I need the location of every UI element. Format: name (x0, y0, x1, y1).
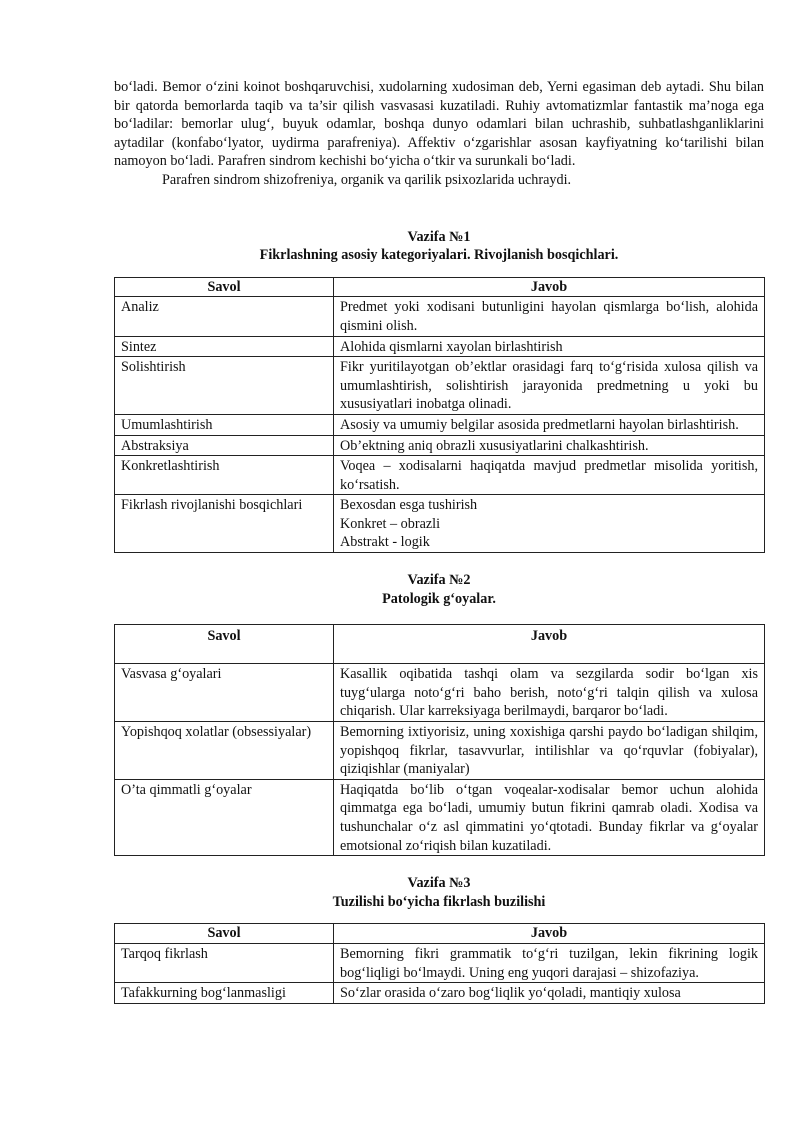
table-row (115, 722, 765, 780)
column-header-answer: Javob (334, 625, 765, 664)
table-row (115, 943, 765, 982)
question-cell: Sintez (115, 336, 334, 357)
question-cell: Konkretlashtirish (115, 456, 334, 495)
answer-cell: Alohida qismlarni xayolan birlashtirish (334, 336, 765, 357)
question-cell: Tarqoq fikrlash (115, 943, 334, 982)
intro-paragraph-2: Parafren sindrom shizofreniya, organik va qarilik psixozlarida uchraydi. (162, 171, 572, 188)
question-cell: Solishtirish (115, 357, 334, 415)
task1-subheading: Fikrlashning asosiy kategoriyalari. Rivojlanish bosqichlari. (259, 247, 619, 264)
task1-heading: Vazifa №1 (407, 228, 471, 245)
table-row (115, 664, 765, 722)
answer-cell (334, 495, 765, 553)
column-header-question: Savol (115, 625, 334, 664)
question-cell: Vasvasa g‘oyalari (115, 664, 334, 722)
question-cell: Tafakkurning bog‘lanmasligi (115, 983, 334, 1004)
stage-item: Konkret – obrazli (340, 515, 441, 532)
column-header-question: Savol (115, 924, 334, 944)
answer-cell: Kasallik oqibatida tashqi olam va sezgilarda sodir bo‘lgan xis tuyg‘ularga noto‘g‘ri baho berish, noto‘g‘ri talqin qilish va xulosa chiqarish. Ular karreksiyaga berilmaydi, barqaror bo‘ladi. (334, 664, 765, 722)
column-header-question: Savol (115, 277, 334, 297)
column-header-answer: Javob (334, 277, 765, 297)
task2-heading: Vazifa №2 (407, 572, 471, 589)
table-header-row (115, 924, 765, 944)
answer-cell: Fikr yuritilayotgan ob’ektlar orasidagi farq to‘g‘risida xulosa qilish va umumlashtirish, solishtirish jarayonida predmetning u yoki bu xususiyatlari inobatga olinadi. (334, 357, 765, 415)
question-cell: Yopishqoq xolatlar (obsessiyalar) (115, 722, 334, 780)
table-row (115, 779, 765, 855)
answer-cell: Haqiqatda bo‘lib o‘tgan voqealar-xodisalar bemor uchun alohida qimmatga ega bo‘ladi, umumiy butun fikrini qamrab oladi. Xodisa va tushunchalar o‘z asl qimmatini yo‘qtotadi. Bunday fikrlar va g‘oyalar emotsional zo‘riqish bilan kuzatiladi. (334, 779, 765, 855)
document-page (114, 78, 764, 1004)
answer-cell: Asosiy va umumiy belgilar asosida predmetlarni hayolan birlashtirish. (334, 414, 765, 435)
stage-item: Abstrakt - logik (340, 534, 430, 551)
task3-heading: Vazifa №3 (407, 875, 471, 892)
question-cell: Umumlashtirish (115, 414, 334, 435)
question-cell: Abstraksiya (115, 435, 334, 456)
question-cell: Fikrlash rivojlanishi bosqichlari (115, 495, 334, 553)
question-cell: Analiz (115, 297, 334, 336)
task2-table (114, 624, 765, 856)
table-row (115, 336, 765, 357)
table-header-row (115, 625, 765, 664)
answer-cell: Predmet yoki xodisani butunligini hayolan qismlarga bo‘lish, alohida qismini olish. (334, 297, 765, 336)
answer-cell: Voqea – xodisalarni haqiqatda mavjud predmetlar misolida yoritish, ko‘rsatish. (334, 456, 765, 495)
table-row (115, 357, 765, 415)
table-header-row (115, 277, 765, 297)
task3-subheading: Tuzilishi bo‘yicha fikrlash buzilishi (332, 893, 546, 910)
answer-cell: So‘zlar orasida o‘zaro bog‘liqlik yo‘qoladi, mantiqiy xulosa (334, 983, 765, 1004)
table-row (115, 297, 765, 336)
column-header-answer: Javob (334, 924, 765, 944)
table-row (115, 495, 765, 553)
intro-paragraph: bo‘ladi. Bemor o‘zini koinot boshqaruvchisi, xudolarning xudosiman deb, Yerni egasiman deb aytadi. Shu bilan bir qatorda bemorlarda taqib va ta’sir qilish vasvasasi kuzatiladi. Ruhiy avtomatizmlar fantastik ma’noga ega bo‘ladilar: bemorlar ulug‘, buyuk odamlar, boshqa dunyo odamlari bilan uchrashib, suhbatlashganliklarini aytadilar (konfabo‘lyator, uydirma parafreniya). Affektiv o‘zgarishlar asosan kayfiyatning ko‘tarilishi bilan namoyon bo‘ladi. Parafren sindrom kechishi bo‘yicha o‘tkir va surunkali bo‘ladi. (114, 79, 764, 170)
task1-table (114, 277, 765, 553)
stage-item: Bexosdan esga tushirish (340, 497, 478, 514)
table-row (115, 456, 765, 495)
question-cell: O’ta qimmatli g‘oyalar (115, 779, 334, 855)
table-row (115, 983, 765, 1004)
answer-cell: Bemorning fikri grammatik to‘g‘ri tuzilgan, lekin fikrining logik bog‘liqligi bo‘lmaydi. Uning eng yuqori darajasi – shizofaziya. (334, 943, 765, 982)
answer-cell: Bemorning ixtiyorisiz, uning xoxishiga qarshi paydo bo‘ladigan shilqim, yopishqoq fikrlar, tasavvurlar, intilishlar va qo‘rquvlar (fobiyalar), qiziqishlar (maniyalar) (334, 722, 765, 780)
table-row (115, 414, 765, 435)
task2-subheading: Patologik g‘oyalar. (382, 590, 496, 607)
task3-table (114, 923, 765, 1003)
table-row (115, 435, 765, 456)
answer-cell: Ob’ektning aniq obrazli xususiyatlarini chalkashtirish. (334, 435, 765, 456)
